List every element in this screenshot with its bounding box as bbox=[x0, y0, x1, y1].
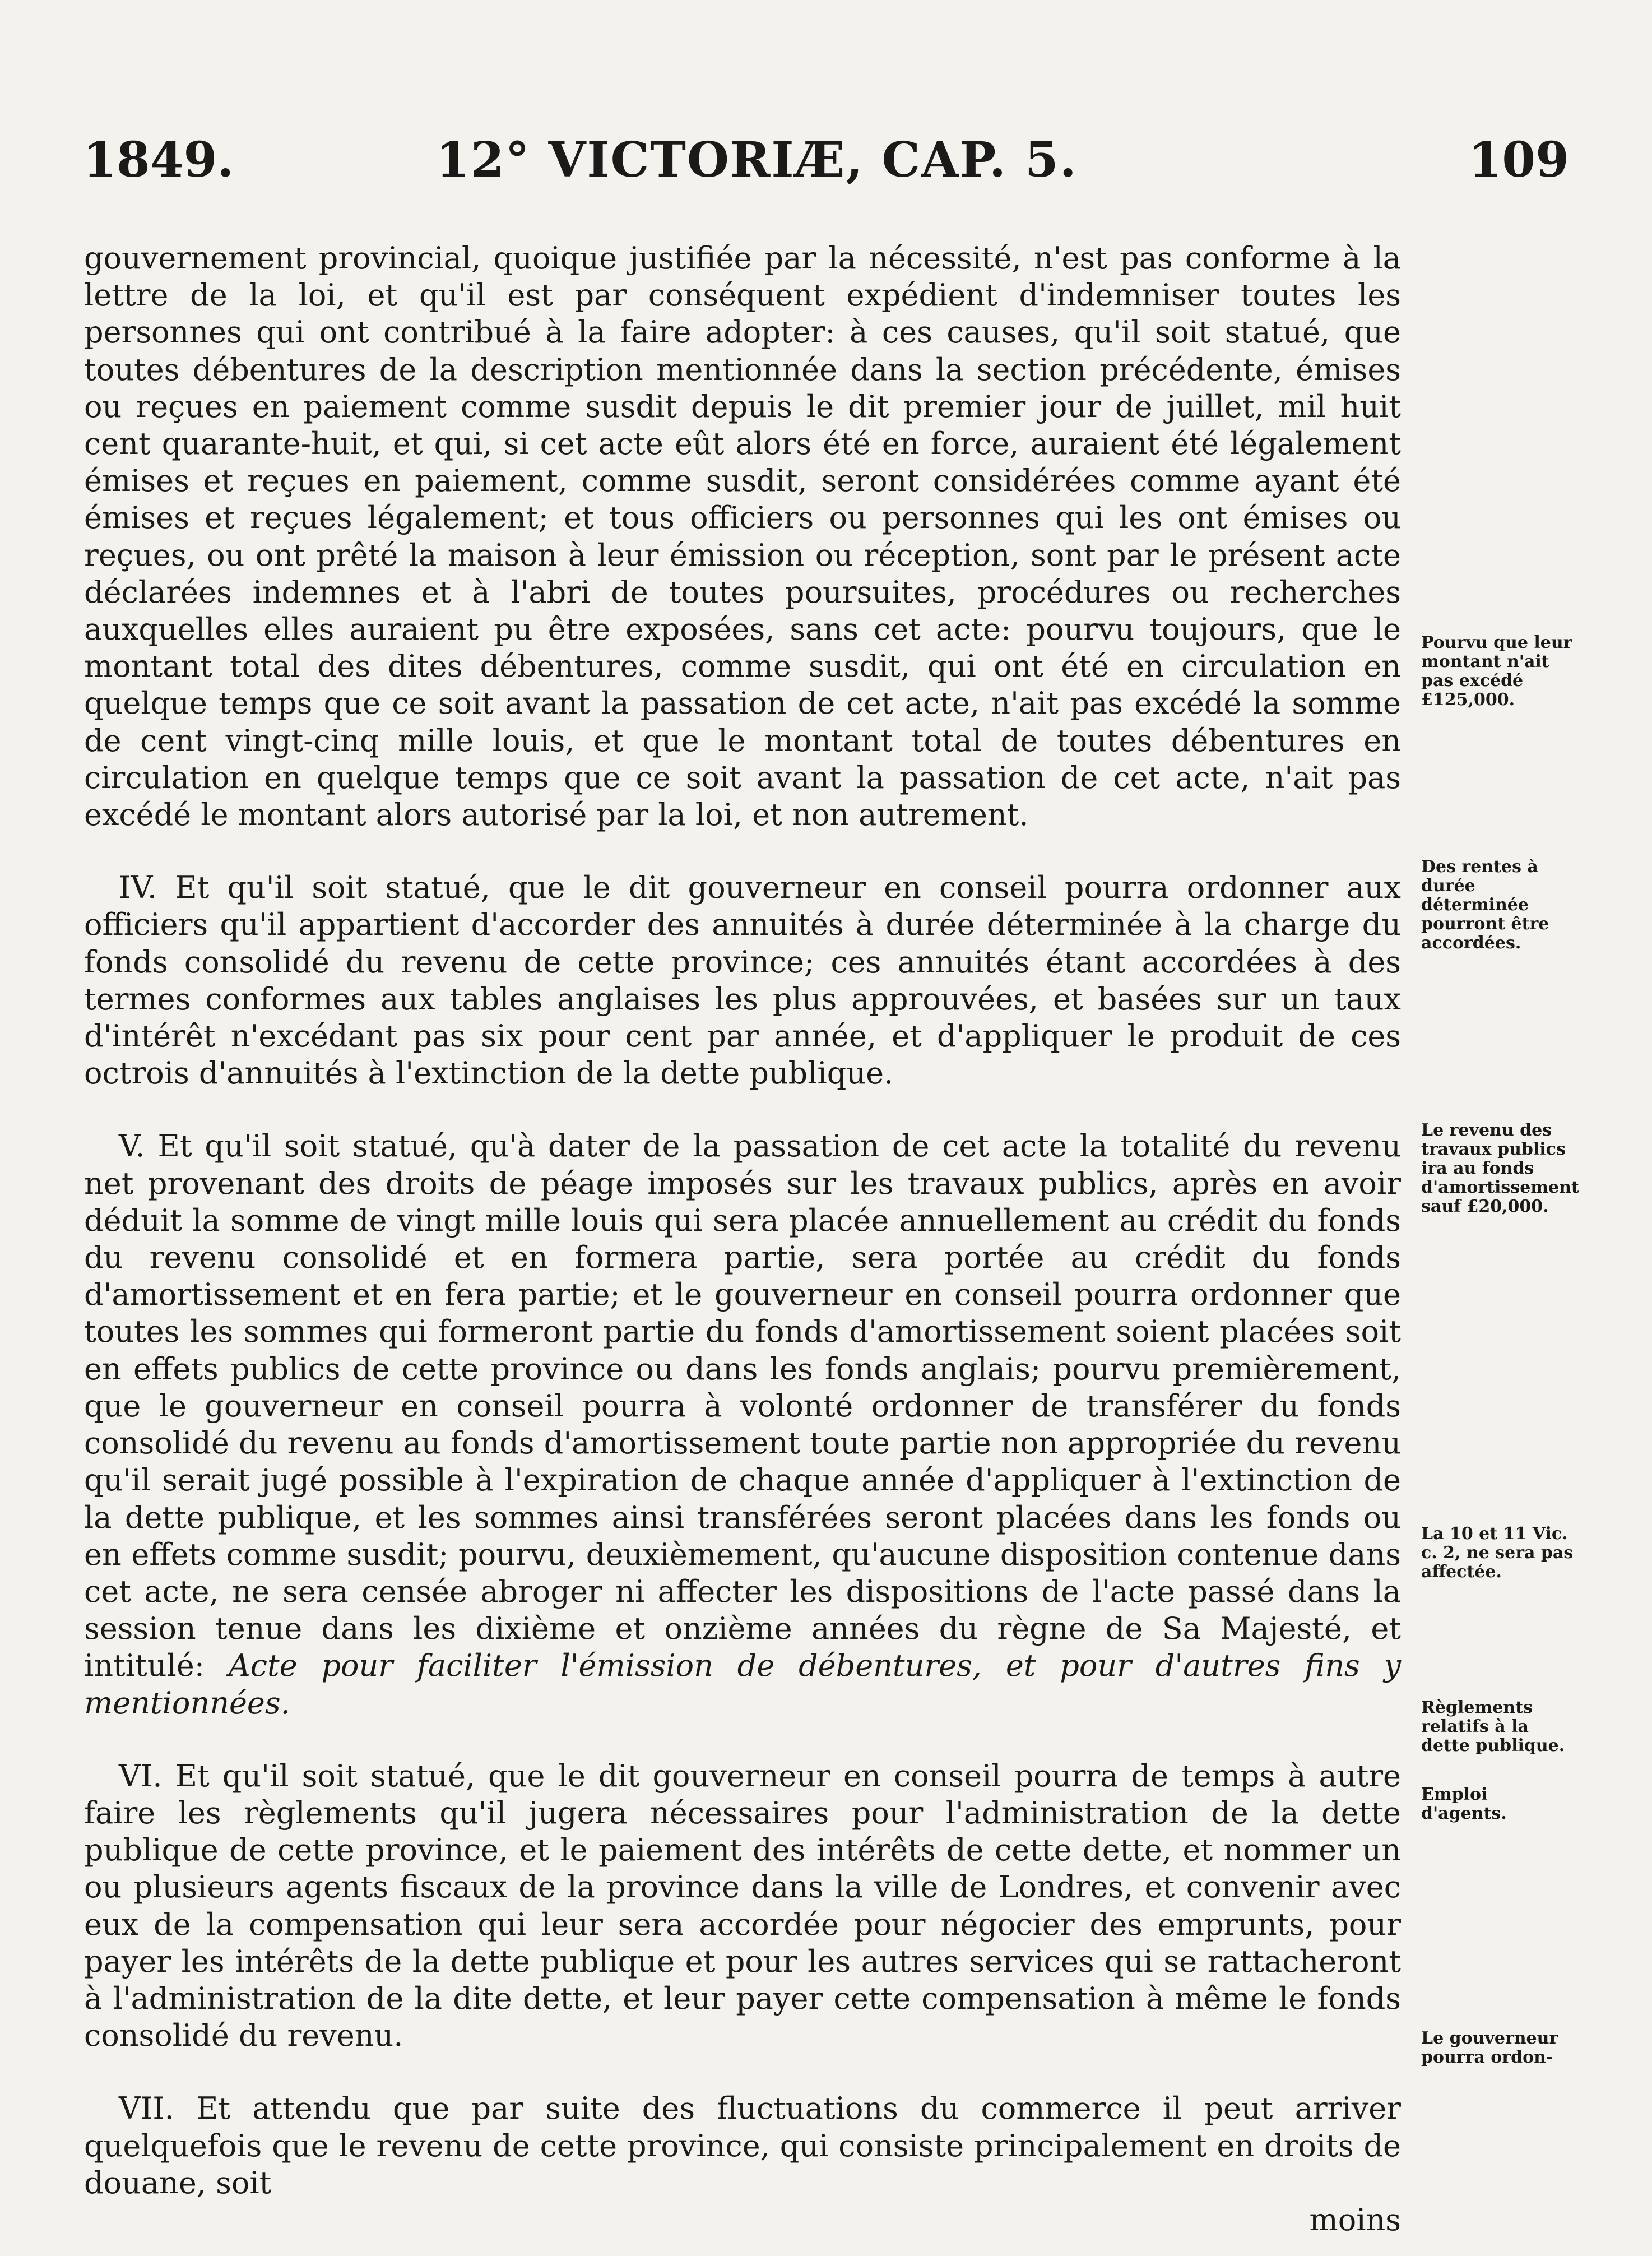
section-v-text: V. Et qu'il soit statué, qu'à dater de la passation de cet acte la totalité du revenu net provenant des droits de péage imposés sur les travaux publics, après en avoir déduit la somme de vingt mille louis qui sera placée annuellement au crédit du fonds du revenu consolidé et en formera partie, sera portée au crédit du fonds d'amortissement et en fera partie; et le gouverneur en conseil pourra ordonner que toutes les sommes qui formeront partie du fonds d'amortissement soient placées soit en effets publics de cette province ou dans les fonds anglais; pourvu premièrement, que le gouverneur en conseil pourra à volonté ordonner de transférer du fonds consolidé du revenu au fonds d'amortissement toute partie non appropriée du revenu qu'il serait jugé possible à l'expiration de chaque année d'appliquer à l'extinction de la dette publique, et les sommes ainsi transférées seront placées dans les fonds ou en effets comme susdit; pourvu, deuxièmement, qu'aucune disposition contenue dans cet acte, ne sera censée abroger ni affecter les dispositions de l'acte passé dans la session tenue dans les dixième et onzième années du règne de Sa Majesté, et intitulé: bbox=[84, 1128, 1401, 1684]
section-vi: VI. Et qu'il soit statué, que le dit gouverneur en conseil pourra de temps à autre faire les règlements qu'il jugera nécessaires pour l'administration de la dette publique de cette province, et le paiement des intérêts de cette dette, et nommer un ou plusieurs agents fiscaux de la province dans la ville de Londres, et convenir avec eux de la compensation qui leur sera accordée pour négocier des emprunts, pour payer les intérêts de la dette publique et pour les autres services qui se rattacheront à l'administration de la dite dette, et leur payer cette compensation à même le fonds consolidé du revenu. bbox=[84, 1758, 1401, 2054]
margin-note-annuities: Des rentes à durée déterminée pourront être accordées. bbox=[1421, 857, 1549, 953]
margin-note-revenue: Le revenu des travaux publics ira au fonds d'amortissement sauf £20,000. bbox=[1421, 1120, 1579, 1216]
margin-note-regulations: Règlements relatifs à la dette publique. bbox=[1421, 1698, 1565, 1755]
margin-note-amount: Pourvu que leur montant n'ait pas excédé £125,000. bbox=[1421, 633, 1572, 710]
section-vii: VII. Et attendu que par suite des fluctuations du commerce il peut arriver quelquefois que le revenu de cette province, qui consiste principalement en droits de douane, soit bbox=[84, 2091, 1401, 2201]
margin-note-agents: Emploi d'agents. bbox=[1421, 1785, 1507, 1823]
paragraph-continuation: gouvernement provincial, quoique justifiée par la nécessité, n'est pas conforme à la lettre de la loi, et qu'il est par conséquent expédient d'indemniser toutes les personnes qui ont contribué à la faire adopter: à ces causes, qu'il soit statué, que toutes débentures de la description mentionnée dans la section précédente, émises ou reçues en paiement comme susdit depuis le dit premier jour de juillet, mil huit cent quarante-huit, et qui, si cet acte eût alors été en force, auraient été légalement émises et reçues en paiement, comme susdit, seront considérées comme ayant été émises et reçues légalement; et tous officiers ou personnes qui les ont émises ou reçues, ou ont prêté la maison à leur émission ou réception, sont par le présent acte déclarées indemnes et à l'abri de toutes poursuites, procédures ou recherches auxquelles elles auraient pu être exposées, sans cet acte: pourvu toujours, que le montant total des dites débentures, comme susdit, qui ont été en circulation en quelque temps que ce soit avant la passation de cet acte, n'ait pas excédé la somme de cent vingt-cinq mille louis, et que le montant total de toutes débentures en circulation en quelque temps que ce soit avant la passation de cet acte, n'ait pas excédé le montant alors autorisé par la loi, et non autrement. bbox=[84, 240, 1401, 833]
header-year: 1849. bbox=[83, 132, 234, 188]
page-number: 109 bbox=[1468, 132, 1569, 188]
body-text bbox=[84, 240, 1401, 2239]
section-iv: IV. Et qu'il soit statué, que le dit gouverneur en conseil pourra ordonner aux officiers qu'il appartient d'accorder des annuités à durée déterminée à la charge du fonds consolidé du revenu de cette province; ces annuités étant accordées à des termes conformes aux tables anglaises les plus approuvées, et basées sur un taux d'intérêt n'excédant pas six pour cent par année, et d'appliquer le produit de ces octrois d'annuités à l'extinction de la dette publique. bbox=[84, 870, 1401, 1091]
margin-note-governor: Le gouverneur pourra ordon- bbox=[1421, 2028, 1558, 2067]
section-v bbox=[84, 1128, 1401, 1721]
header-title: 12° VICTORIÆ, CAP. 5. bbox=[436, 132, 1078, 188]
page-header bbox=[83, 132, 1569, 193]
act-title-italic: Acte pour faciliter l'émission de débentures, et pour d'autres fins y mentionnées. bbox=[84, 1648, 1401, 1721]
catchword: moins bbox=[1309, 2202, 1401, 2238]
margin-note-act-reference: La 10 et 11 Vic. c. 2, ne sera pas affectée. bbox=[1421, 1524, 1574, 1582]
